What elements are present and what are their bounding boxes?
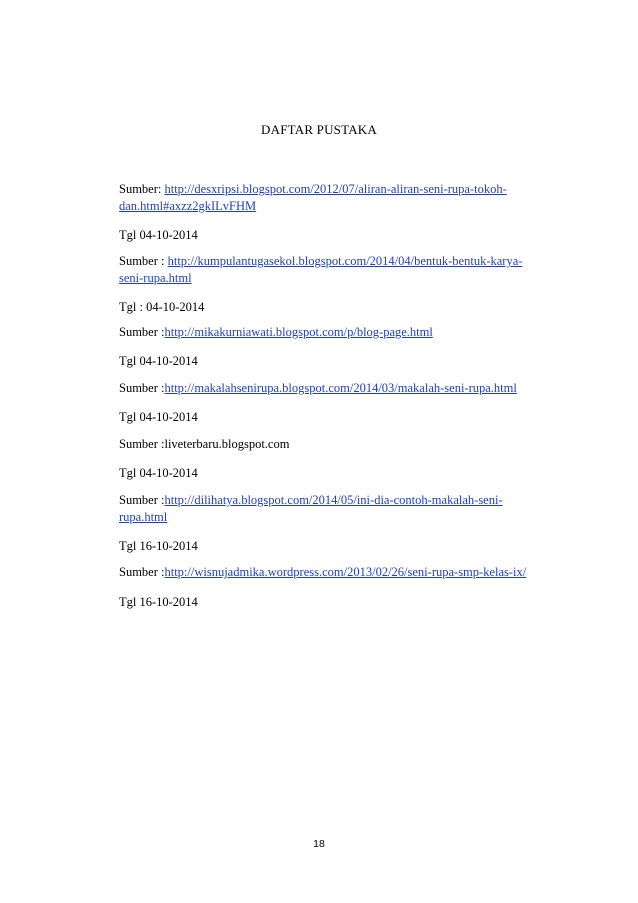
- reference-source-7: [119, 564, 526, 581]
- reference-source-1-continued: [119, 198, 256, 215]
- reference-link-1[interactable]: http://desxripsi.blogspot.com/2012/07/aliran-aliran-seni-rupa-tokoh-: [164, 182, 507, 196]
- reference-link-2[interactable]: http://kumpulantugasekol.blogspot.com/2014/04/bentuk-bentuk-karya-: [167, 254, 523, 268]
- source-label: Sumber :: [119, 254, 168, 268]
- reference-date-6: Tgl 16-10-2014: [119, 539, 198, 553]
- reference-link-7[interactable]: http://wisnujadmika.wordpress.com/2013/02/26/seni-rupa-smp-kelas-ix/: [164, 565, 527, 579]
- reference-source-1: [119, 181, 507, 198]
- reference-date-4: Tgl 04-10-2014: [119, 410, 198, 424]
- source-label: Sumber :: [119, 325, 165, 339]
- page-number: 18: [313, 838, 325, 850]
- reference-date-7: Tgl 16-10-2014: [119, 595, 198, 609]
- reference-source-3: [119, 324, 433, 341]
- reference-source-2: [119, 253, 522, 270]
- reference-link-3[interactable]: http://mikakurniawati.blogspot.com/p/blog-page.html: [164, 325, 433, 339]
- reference-link-4[interactable]: http://makalahsenirupa.blogspot.com/2014/03/makalah-seni-rupa.html: [164, 381, 517, 395]
- reference-link-1-continued[interactable]: dan.html#axzz2gkILvFHM: [119, 199, 257, 213]
- reference-link-2-continued[interactable]: seni-rupa.html: [119, 271, 192, 285]
- source-label: Sumber:: [119, 182, 165, 196]
- reference-source-4: [119, 380, 517, 397]
- reference-source-5: Sumber :liveterbaru.blogspot.com: [119, 437, 290, 451]
- page-title: DAFTAR PUSTAKA: [261, 122, 377, 137]
- reference-source-2-continued: [119, 270, 192, 287]
- reference-source-6: [119, 492, 503, 509]
- reference-date-5: Tgl 04-10-2014: [119, 466, 198, 480]
- reference-date-3: Tgl 04-10-2014: [119, 354, 198, 368]
- reference-link-6-continued[interactable]: rupa.html: [119, 510, 168, 524]
- reference-link-6[interactable]: http://dilihatya.blogspot.com/2014/05/ini-dia-contoh-makalah-seni-: [164, 493, 503, 507]
- reference-date-1: Tgl 04-10-2014: [119, 228, 198, 242]
- source-label: Sumber :: [119, 381, 165, 395]
- source-label: Sumber :: [119, 493, 165, 507]
- reference-source-6-continued: [119, 509, 167, 526]
- source-label: Sumber :: [119, 565, 165, 579]
- reference-date-2: Tgl : 04-10-2014: [119, 300, 205, 314]
